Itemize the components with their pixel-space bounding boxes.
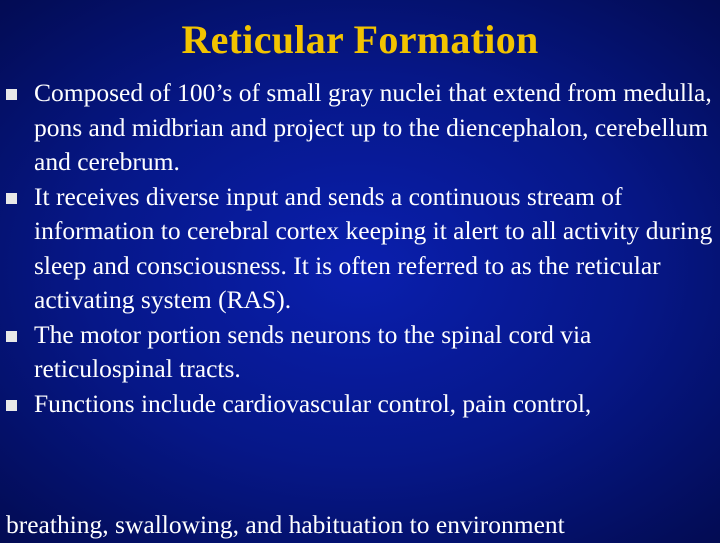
bullet-list [0, 76, 720, 421]
bullet-item [0, 76, 720, 180]
overflow-text-line: breathing, swallowing, and habituation to environment [6, 510, 565, 539]
bullet-item [0, 180, 720, 318]
bullet-text: Functions include cardiovascular control, pain control, [34, 388, 592, 418]
bullet-text: Composed of 100’s of small gray nuclei that extend from medulla, pons and midbrian and project up to the diencephalon, cerebellum and cerebrum. [34, 78, 712, 176]
square-bullet-icon [6, 193, 17, 204]
square-bullet-icon [6, 89, 17, 100]
bullet-text: It receives diverse input and sends a continuous stream of information to cerebral cortex keeping it alert to all activity during sleep and consciousness. It is often referred to as the reticular activating system (RAS). [34, 181, 713, 314]
bullet-item [0, 318, 720, 387]
square-bullet-icon [6, 400, 17, 411]
square-bullet-icon [6, 331, 17, 342]
slide-title: Reticular Formation [181, 17, 539, 62]
bullet-text: The motor portion sends neurons to the spinal cord via reticulospinal tracts. [34, 319, 592, 383]
bullet-item [0, 387, 720, 422]
